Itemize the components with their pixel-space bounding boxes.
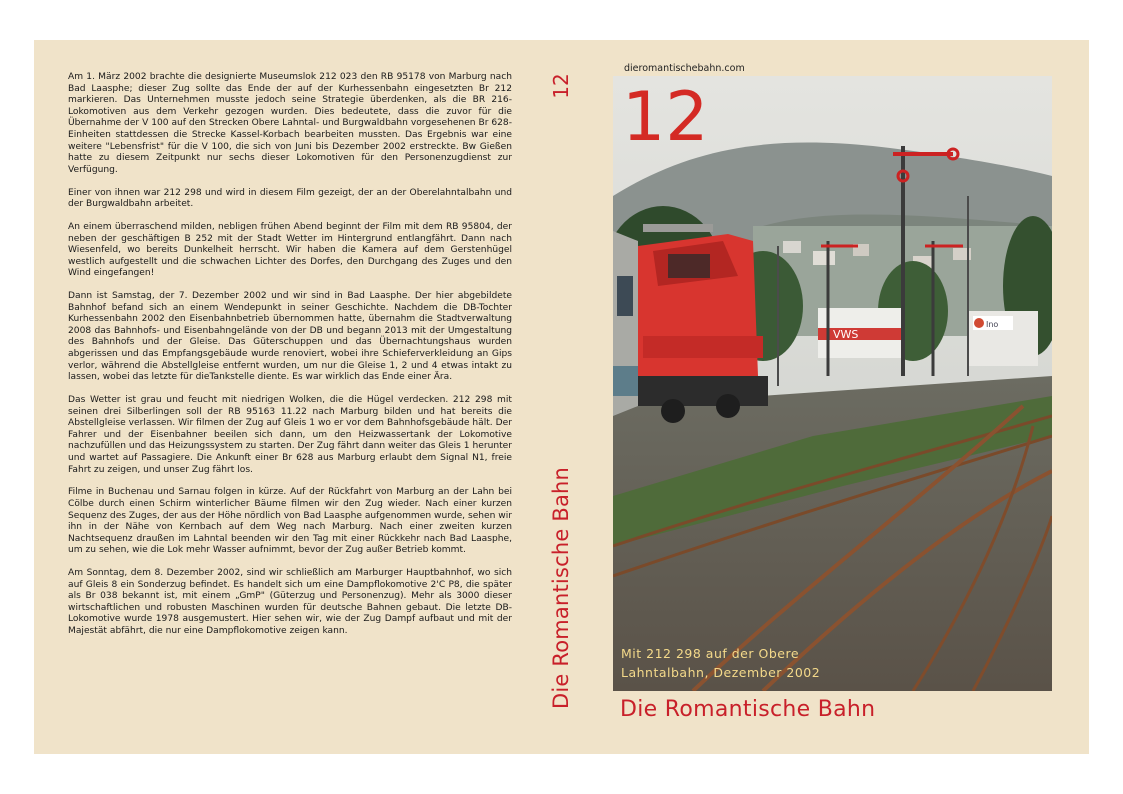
paragraph-3: An einem überraschend milden, nebligen frühen Abend beginnt der Film mit dem RB 95804, der neben der geschäftigen B 252 mit der Stadt Wetter im Hintergrund entlangfährt. Dann nach Wiesenfeld, wo bereits Dunkelheit herrscht. Wir haben die Kamera auf dem Gerstenhügel westlich aufgestellt und die schwachen Lichter des Dorfes, den Durchgang des Zuges und den Wind eingefangen! [68,221,512,279]
caption-line-2: Lahntalbahn, Dezember 2002 [621,665,821,680]
cover-number: 12 [622,78,709,157]
cover-title: Die Romantische Bahn [620,697,876,722]
spine-title: Die Romantische Bahn [549,466,573,710]
paragraph-2: Einer von ihnen war 212 298 und wird in diesem Film gezeigt, der an der Oberelahntalbahn und der Burgwaldbahn arbeitet. [68,187,512,210]
spine-number: 12 [549,73,573,99]
back-cover-text [68,72,512,649]
paragraph-7: Am Sonntag, dem 8. Dezember 2002, sind wir schließlich am Marburger Hauptbahnhof, wo sich auf Gleis 8 ein Sonderzug befindet. Es handelt sich um eine Dampflokomotive 2'C P8, die später als Br 038 bekannt ist, mit einem „GmP" (Güterzug und Personenzug). Mehr als 3000 dieser wirtschaftlichen und robusten Maschinen wurden für deutsche Bahnen gebaut. Die letzte DB-Lokomotive wurde 1978 ausgemustert. Hier sehen wir, wie der Zug Dampf aufbaut und mit der Majestät abfährt, die nur eine Dampflokomotive zeigen kann. [68,568,512,637]
paragraph-5: Das Wetter ist grau und feucht mit niedrigen Wolken, die die Hügel verdecken. 212 298 mit seinen drei Silberlingen soll der RB 95163 11.22 nach Marburg bilden und hat bereits die Abstellgleise verlassen. Wir filmen der Zug auf Gleis 1 wo er vor dem Bahnhofsgebäude hält. Der Fahrer und der Eisenbahner beeilen sich dann, um den Heizwassertank der Lokomotive nachzufüllen und das Heizungssystem zu starten. Der Zug fährt dann weiter das Gleis 1 herunter und wartet auf Passagiere. Die Ankunft einer Br 628 aus Marburg erlaubt dem Signal N1, freie Fahrt zu zeigen, und unser Zug fährt los. [68,395,512,475]
cover-photo [613,76,1052,691]
paragraph-6: Filme in Buchenau und Sarnau folgen in kürze. Auf der Rückfahrt von Marburg an der Lahn bei Cölbe durch einen Schirm winterlicher Bäume filmen wir den Zug wieder. Nach einer kurzen Sequenz des Zuges, der aus der Höhe nördlich von Bad Laasphe aufgenommen wurde, sehen wir ihn in der Nähe von Kernbach auf dem Weg nach Marburg. Nach einer zweiten kurzen Nachtsequenz draußen im Lahntal beenden wir den Tag mit einer Rückkehr nach Bad Laasphe, um zu sehen, wie die Lok mehr Wasser aufnimmt, bevor der Zug außer Betrieb kommt. [68,487,513,556]
paragraph-1: Am 1. März 2002 brachte die designierte Museumslok 212 023 den RB 95178 von Marburg nach Bad Laasphe; dieser Zug sollte das Ende der auf der Kurhessenbahn eingesetzten Br 212 markieren. Das Unternehmen musste jedoch seine Strategie überdenken, als die BR 216-Lokomotiven aus dem Verkehr gezogen wurden. Dies bedeutete, dass die zuvor für die Übernahme der V 100 auf den Strecken Obere Lahntal- und Burgwaldbahn vorgesehenen Br 628-Einheiten stattdessen die Strecke Kassel-Korbach bearbeiten mussten. Das Ergebnis war eine weitere "Lebensfrist" für die V 100, die sich von Juni bis Dezember 2002 erstreckte. Bw Gießen hatte zu diesem Zeitpunkt nur sechs dieser Lokomotiven für den Personenzugdienst zur Verfügung. [68,72,512,175]
vws-sign: VWS [833,328,859,341]
website-url: dieromantischebahn.com [624,63,745,74]
paragraph-4: Dann ist Samstag, der 7. Dezember 2002 und wir sind in Bad Laasphe. Der hier abgebildete Bahnhof befand sich an einem Wendepunkt in seiner Geschichte. Nachdem die DB-Tochter Kurhessenbahn 2002 den Eisenbahnbetrieb übernommen hatte, übernahm die Stadtverwaltung 2008 das Bahnhofs- und Eisenbahngelände von der DB und begann 2013 mit der Umgestaltung des Bahnhofs und der Gleise. Das Güterschuppen und das Übernachtungshaus wurden abgerissen und das Empfangsgebäude wurde renoviert, wobei ihre Schieferverkleidung an Gips verlor, während die Abstellgleise entfernt wurden, um nur die Gleise 1, 2 und 4 etwas intakt zu lassen, wobei das letzte für dieTankstelle diente. Es war wirklich das Ende einer Ära. [68,291,512,383]
ino-sign: Ino [986,320,999,329]
caption-line-1: Mit 212 298 auf der Obere [621,646,800,661]
photo-caption [621,644,861,682]
